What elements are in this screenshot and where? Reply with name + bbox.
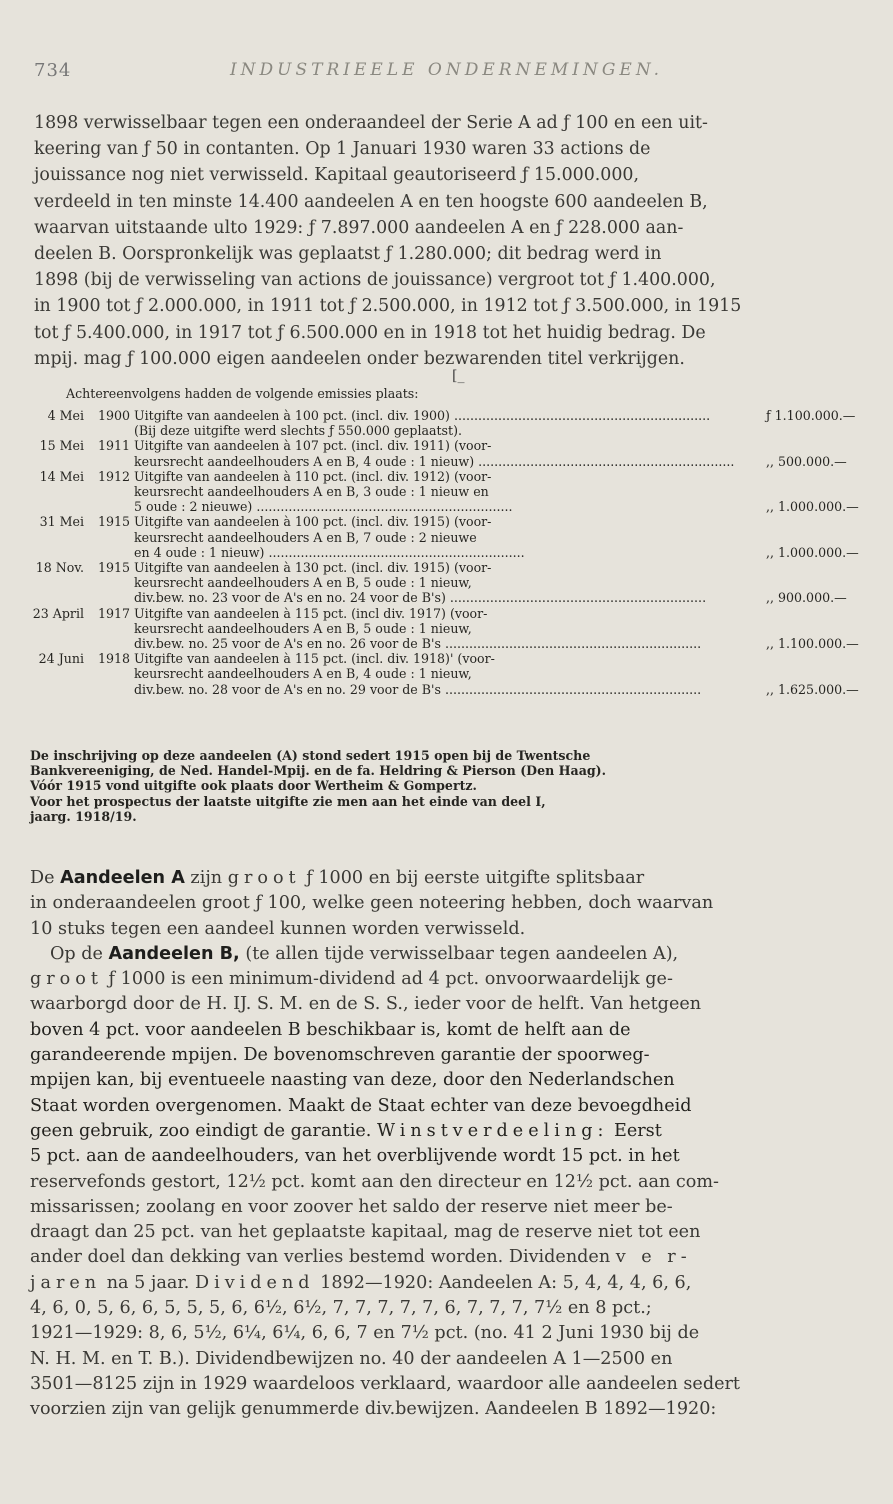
- spaced-word: jaren: [30, 1272, 102, 1293]
- text-line: [30, 1119, 866, 1144]
- text-run: ƒ 1000 en bij eerste uitgifte splitsbaar: [300, 868, 645, 888]
- text-line: [30, 942, 866, 967]
- emission-description: [134, 651, 766, 697]
- emission-amount: ,, 1.000.000.—: [766, 544, 859, 560]
- text-line: boven 4 pct. voor aandeelen B beschikbaar is, komt de helft aan de: [30, 1019, 631, 1040]
- emission-row: [30, 469, 864, 515]
- emission-line: Uitgifte van aandeelen à 130 pct. (incl. div. 1915) (voor-: [134, 560, 492, 576]
- text-line: verdeeld in ten minste 14.400 aandeelen A en ten hoogste 600 aandeelen B,: [34, 191, 708, 212]
- note-line: De inschrijving op deze aandeelen (A) stond sedert 1915 open bij de Twentsche: [30, 748, 591, 763]
- emission-description: [134, 438, 766, 468]
- emission-line: keursrecht aandeelhouders A en B, 7 oude : 2 nieuwe: [134, 529, 477, 545]
- text-line: tot ƒ 5.400.000, in 1917 tot ƒ 6.500.000 en in 1918 tot het huidig bedrag. De: [34, 322, 706, 343]
- emission-line: div.bew. no. 25 voor de A's en no. 26 voor de B's .....: [134, 636, 766, 651]
- emission-amount: ,, 1.625.000.—: [766, 681, 859, 697]
- text-line: Staat worden overgenomen. Maakt de Staat echter van deze bevoegdheid: [30, 1095, 692, 1116]
- spaced-word: v e r-: [615, 1247, 692, 1268]
- emissions-intro: Achtereenvolgens hadden de volgende emissies plaats:: [66, 386, 419, 401]
- emission-line: keursrecht aandeelhouders A en B, 3 oude : 1 nieuw en: [134, 484, 489, 500]
- emission-line: Uitgifte van aandeelen à 115 pct. (incl. div. 1918)' (voor-: [134, 651, 495, 667]
- text-line: 1898 (bij de verwisseling van actions de jouissance) vergroot tot ƒ 1.400.000,: [34, 270, 716, 291]
- shares-a-heading: Aandeelen A: [60, 868, 185, 888]
- emission-line: en 4 oude : 1 nieuw) .....: [134, 545, 766, 560]
- emission-description: [134, 469, 766, 515]
- text-run: ƒ 1000 is een minimum-dividend ad 4 pct. onvoorwaardelijk ge-: [102, 969, 673, 990]
- subscription-notes: [30, 748, 866, 824]
- emissions-table: [30, 408, 864, 697]
- text-line: [30, 1271, 866, 1296]
- emission-amount: ,, 500.000.—: [766, 453, 847, 469]
- text-line: missarissen; zoolang en voor zoover het saldo der reserve niet meer be-: [30, 1196, 673, 1217]
- emission-row: [30, 514, 864, 560]
- emission-date: 31 Mei: [39, 514, 84, 530]
- emission-line: Uitgifte van aandeelen à 100 pct. (incl. div. 1900) .....: [134, 408, 766, 423]
- text-line: 3501—8125 zijn in 1929 waardeloos verklaard, waardoor alle aandeelen sedert: [30, 1373, 740, 1394]
- emission-year: 1911: [98, 438, 131, 454]
- note-line: Bankvereeniging, de Ned. Handel-Mpij. en de fa. Heldring & Pierson (Den Haag).: [30, 763, 606, 779]
- emission-date: 14 Mei: [39, 468, 84, 484]
- emission-line: Uitgifte van aandeelen à 107 pct. (incl. div. 1911) (voor-: [134, 438, 492, 454]
- emission-date: 24 Juni: [38, 651, 84, 667]
- emission-row: [30, 560, 864, 606]
- text-run: 1892—1920: Aandeelen A: 5, 4, 4, 4, 6, 6,: [314, 1272, 692, 1293]
- page-header: [30, 60, 863, 88]
- emission-line: div.bew. no. 28 voor de A's en no. 29 voor de B's .....: [134, 682, 766, 697]
- emission-date: 18 Nov.: [35, 560, 84, 576]
- text-line: mpijen kan, bij eventueele naasting van deze, door den Nederlandschen: [30, 1070, 675, 1091]
- text-run: ander doel dan dekking van verlies bestemd worden. Dividenden: [30, 1247, 611, 1268]
- dividend-heading: Dividend: [195, 1272, 315, 1293]
- text-line: [30, 1245, 866, 1270]
- text-line: reservefonds gestort, 12½ pct. komt aan den directeur en 12½ pct. aan com-: [30, 1171, 719, 1192]
- text-run: Op de: [50, 943, 109, 964]
- text-run: De: [30, 868, 61, 888]
- emission-row: [30, 408, 864, 438]
- emission-line: Uitgifte van aandeelen à 115 pct. (incl div. 1917) (voor-: [134, 605, 488, 621]
- text-line: draagt dan 25 pct. van het geplaatste kapitaal, mag de reserve niet tot een: [30, 1222, 701, 1243]
- text-line: 4, 6, 0, 5, 6, 6, 5, 5, 5, 6, 6½, 6½, 7, 7, 7, 7, 7, 6, 7, 7, 7, 7½ en 8 pct.;: [30, 1298, 652, 1319]
- emission-year: 1915: [98, 560, 131, 576]
- text-line: waarborgd door de H. IJ. S. M. en de S. S., ieder voor de helft. Van hetgeen: [30, 994, 702, 1015]
- emission-amount: ,, 900.000.—: [766, 590, 847, 606]
- emission-line: Uitgifte van aandeelen à 110 pct. (incl. div. 1912) (voor-: [134, 468, 492, 484]
- text-line: waarvan uitstaande ulto 1929: ƒ 7.897.000 aandeelen A en ƒ 228.000 aan-: [34, 217, 684, 238]
- text-line: voorzien zijn van gelijk genummerde div.bewijzen. Aandeelen B 1892—1920:: [30, 1399, 717, 1420]
- emission-year: 1917: [98, 605, 131, 621]
- page-number: 734: [34, 60, 72, 81]
- emission-line: keursrecht aandeelhouders A en B, 5 oude : 1 nieuw,: [134, 620, 472, 636]
- emission-year: 1915: [98, 514, 131, 530]
- emission-line: 5 oude : 2 nieuwe) .....: [134, 499, 766, 514]
- spaced-word: groot: [227, 868, 301, 888]
- emission-line: keursrecht aandeelhouders A en B, 4 oude : 1 nieuw,: [134, 666, 472, 682]
- text-run: geen gebruik, zoo eindigt de garantie.: [30, 1120, 377, 1141]
- text-run: na 5 jaar.: [101, 1272, 195, 1293]
- emission-line: keursrecht aandeelhouders A en B, 5 oude : 1 nieuw,: [134, 575, 472, 591]
- printer-mark: [_: [452, 368, 465, 384]
- emission-year: 1900: [98, 408, 131, 423]
- emission-date: 15 Mei: [39, 438, 84, 454]
- emission-row: [30, 438, 864, 468]
- emission-description: [134, 560, 766, 606]
- winstverdeeling-heading: Winstverdeeling:: [376, 1120, 609, 1141]
- text-line: garandeerende mpijen. De bovenomschreven garantie der spoorweg-: [30, 1045, 650, 1066]
- emission-amount: ,, 1.100.000.—: [766, 636, 859, 652]
- text-line: mpij. mag ƒ 100.000 eigen aandeelen onder bezwarenden titel verkrijgen.: [34, 348, 685, 369]
- text-line: deelen B. Oorspronkelijk was geplaatst ƒ 1.280.000; dit bedrag werd in: [34, 244, 662, 265]
- emission-description: [134, 408, 766, 438]
- emission-line: div.bew. no. 23 voor de A's en no. 24 voor de B's) .....: [134, 590, 766, 605]
- emission-amount: ƒ 1.100.000.—: [766, 408, 856, 423]
- intro-paragraph: [34, 110, 862, 372]
- text-run: Eerst: [608, 1120, 662, 1141]
- shares-section: [30, 866, 866, 1423]
- emission-date: 23 April: [32, 605, 84, 621]
- emission-line: (Bij deze uitgifte werd slechts ƒ 550.000 geplaatst).: [134, 423, 462, 439]
- emission-description: [134, 606, 766, 652]
- text-line: 1898 verwisselbaar tegen een onderaandeel der Serie A ad ƒ 100 en een uit-: [34, 113, 708, 133]
- emission-amount: ,, 1.000.000.—: [766, 499, 859, 515]
- shares-b-heading: Aandeelen B,: [108, 943, 240, 964]
- emission-line: keursrecht aandeelhouders A en B, 4 oude : 1 nieuw) .....: [134, 454, 766, 469]
- note-line: Voor het prospectus der laatste uitgifte zie men aan het einde van deel I,: [30, 793, 546, 809]
- note-line: jaarg. 1918/19.: [30, 808, 137, 824]
- text-line: [30, 866, 866, 891]
- text-line: 5 pct. aan de aandeelhouders, van het overblijvende wordt 15 pct. in het: [30, 1146, 680, 1167]
- emission-description: [134, 514, 766, 560]
- emission-date: 4 Mei: [47, 408, 84, 423]
- emission-year: 1918: [98, 651, 131, 667]
- spaced-word: groot: [30, 969, 103, 990]
- running-title: INDUSTRIEELE ONDERNEMINGEN.: [229, 60, 664, 80]
- text-line: 1921—1929: 8, 6, 5½, 6¼, 6¼, 6, 6, 7 en 7½ pct. (no. 41 2 Juni 1930 bij de: [30, 1323, 700, 1344]
- text-line: in 1900 tot ƒ 2.000.000, in 1911 tot ƒ 2.500.000, in 1912 tot ƒ 3.500.000, in 1915: [34, 296, 742, 317]
- emission-row: [30, 606, 864, 652]
- text-run: (te allen tijde verwisselbaar tegen aandeelen A),: [239, 943, 679, 964]
- text-line: in onderaandeelen groot ƒ 100, welke geen noteering hebben, doch waarvan: [30, 893, 714, 914]
- emission-row: [30, 651, 864, 697]
- text-run: zijn: [184, 868, 228, 888]
- emission-year: 1912: [98, 468, 131, 484]
- text-line: [30, 967, 866, 992]
- emission-line: Uitgifte van aandeelen à 100 pct. (incl. div. 1915) (voor-: [134, 514, 492, 530]
- text-line: 10 stuks tegen een aandeel kunnen worden verwisseld.: [30, 918, 526, 939]
- text-line: jouissance nog niet verwisseld. Kapitaal geautoriseerd ƒ 15.000.000,: [34, 165, 640, 186]
- text-line: N. H. M. en T. B.). Dividendbewijzen no. 40 der aandeelen A 1—2500 en: [30, 1348, 673, 1369]
- text-line: keering van ƒ 50 in contanten. Op 1 Januari 1930 waren 33 actions de: [34, 139, 651, 160]
- note-line: Vóór 1915 vond uitgifte ook plaats door Wertheim & Gompertz.: [30, 778, 477, 794]
